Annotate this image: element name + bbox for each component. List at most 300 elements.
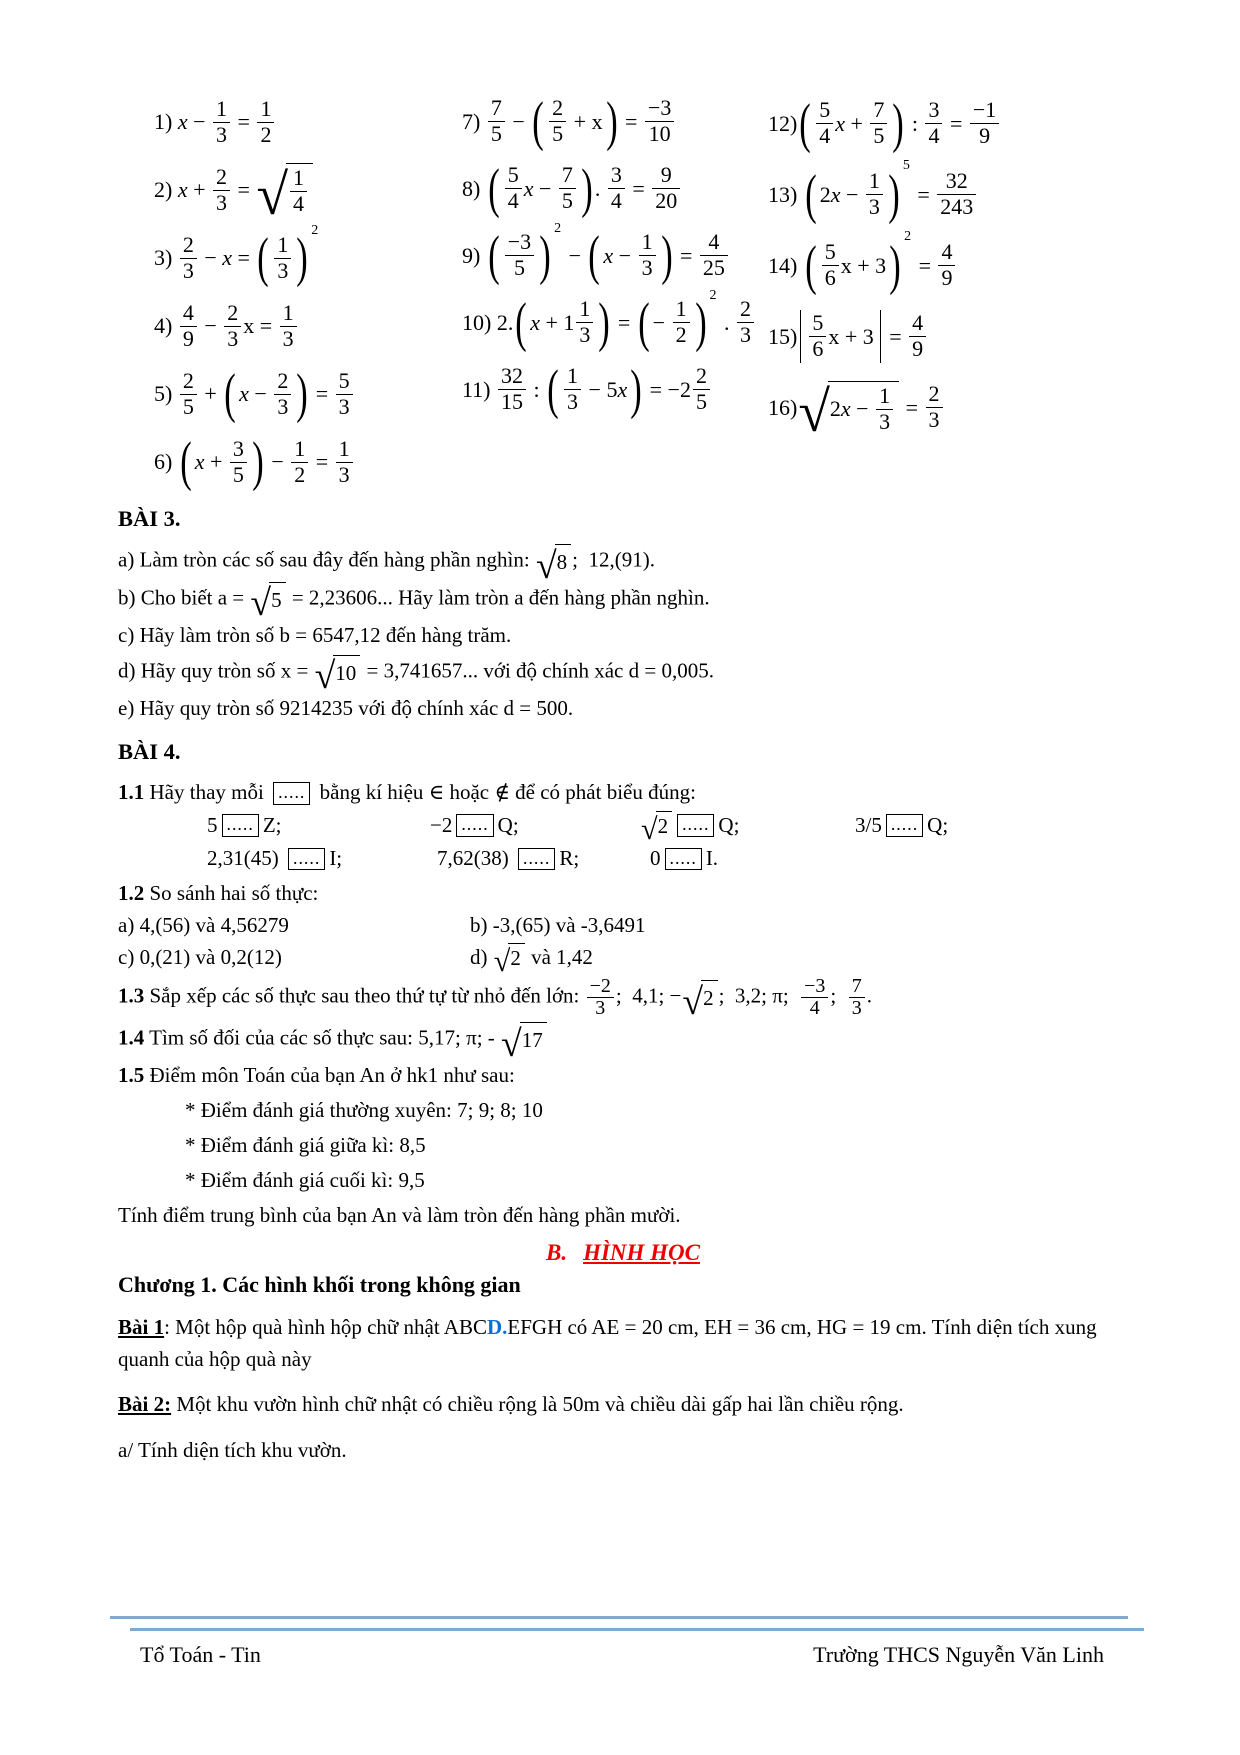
numerator: 3 <box>232 435 244 461</box>
text-run: 2 <box>829 396 841 421</box>
sqrt-content <box>828 381 899 434</box>
denominator: 9 <box>938 265 955 291</box>
score-list <box>118 1095 1128 1197</box>
denominator: 4 <box>290 191 307 217</box>
paren-group <box>797 92 906 154</box>
numerator: 5 <box>338 367 350 393</box>
close-paren: ) <box>892 92 905 154</box>
numerator: 1 <box>282 299 294 325</box>
exponent: 2 <box>554 221 562 236</box>
text-run: 14) <box>768 252 803 278</box>
variable: x <box>222 245 233 270</box>
text-run: : <box>906 110 924 136</box>
open-paren: ( <box>488 157 500 219</box>
fraction <box>274 369 291 419</box>
numerator: 1 <box>216 95 228 121</box>
text-run: − <box>840 181 864 207</box>
blue-letter: D. <box>486 1314 508 1339</box>
text-run: e) Hãy quy tròn số 9214235 với độ chính xác d = 500. <box>118 695 574 720</box>
equation <box>154 428 462 496</box>
denominator: 4 <box>801 997 828 1019</box>
open-paren: ( <box>805 234 817 296</box>
compare-cell <box>470 913 646 938</box>
text-run: 1) <box>154 109 178 134</box>
numerator: 2 <box>182 367 194 393</box>
equation <box>462 222 768 289</box>
text-run: − <box>198 313 223 338</box>
exercise-line <box>118 544 1128 587</box>
text-run: = <box>944 110 968 136</box>
close-paren: ) <box>630 358 642 420</box>
exercise-1-4 <box>118 1022 1128 1065</box>
radical-icon: √ <box>256 163 288 227</box>
exponent: 2 <box>311 223 319 238</box>
text-run: = <box>883 323 908 349</box>
text-run: 2 <box>510 946 521 971</box>
symbol-cell <box>207 811 430 839</box>
text-run: 15) <box>768 323 798 349</box>
dotted-box: ..... <box>518 848 555 871</box>
bai2-problem <box>118 1389 1128 1421</box>
bai3-heading: BÀI 3. <box>118 506 181 531</box>
denominator: 3 <box>639 255 656 281</box>
variable: x <box>840 396 851 421</box>
open-paren: ( <box>805 163 817 225</box>
footer-separator-bottom <box>130 1628 1144 1631</box>
text-run: − <box>563 242 587 268</box>
fraction <box>652 163 680 213</box>
text-run: + <box>187 177 212 202</box>
denominator: 5 <box>559 188 576 214</box>
numerator: 32 <box>501 363 524 389</box>
paren-group <box>803 234 903 296</box>
fraction <box>213 165 230 215</box>
fraction <box>336 369 353 419</box>
variable: x <box>523 175 534 201</box>
text-run: + <box>204 449 228 474</box>
compare-cell <box>470 943 593 978</box>
exponent: 5 <box>902 158 910 173</box>
symbol-row-2 <box>118 846 1128 871</box>
text-run: = <box>232 177 256 202</box>
paren-content <box>602 230 658 280</box>
fraction <box>937 169 976 219</box>
text-run: . <box>594 175 606 201</box>
denominator: 3 <box>587 997 614 1019</box>
sqrt-group <box>493 943 525 978</box>
text-run: = <box>674 242 698 268</box>
text-run: − <box>248 381 273 406</box>
text-run: 2 <box>703 986 714 1011</box>
text-run: So sánh hai số thực: <box>144 881 319 906</box>
text-run: − <box>506 108 531 134</box>
denominator: 3 <box>336 394 353 420</box>
open-paren: ( <box>257 227 270 289</box>
denominator: 3 <box>280 326 297 352</box>
sqrt-group <box>535 544 571 587</box>
denominator: 9 <box>970 123 999 149</box>
numerator: 7 <box>873 97 885 123</box>
sqrt-content <box>269 582 286 617</box>
score-item <box>118 1165 1128 1197</box>
bai4-heading: BÀI 4. <box>118 738 181 764</box>
variable: x <box>530 309 540 335</box>
exponent: 2 <box>904 229 912 244</box>
text-run: b) Cho biết a = <box>118 585 250 610</box>
bold-run: 1.5 <box>118 1063 145 1088</box>
text-run: − <box>198 245 223 270</box>
fraction <box>498 364 526 414</box>
exercise-line <box>118 655 1128 698</box>
denominator: 6 <box>809 336 826 362</box>
symbol-row-1 <box>118 811 1128 846</box>
text-run: 13) <box>768 181 803 207</box>
equation <box>462 155 768 222</box>
sqrt-content <box>508 943 525 971</box>
sqrt-group <box>256 163 313 227</box>
open-paren: ( <box>488 224 500 286</box>
fraction <box>505 163 522 213</box>
text-run: + 1 <box>540 309 575 335</box>
text-run: 2) <box>154 177 178 202</box>
text-run: + x <box>568 108 603 134</box>
text-run: 11) <box>462 376 497 402</box>
sqrt-content <box>333 655 360 690</box>
exercise-1-5 <box>118 1060 1128 1092</box>
exponent: 2 <box>709 288 717 303</box>
variable: x <box>194 449 205 474</box>
dotted-box: ..... <box>665 848 702 871</box>
paren-content <box>561 364 628 414</box>
text-run: − <box>265 449 290 474</box>
text-run: x + 3 <box>828 323 874 349</box>
paren-group <box>586 224 674 286</box>
symbol-cell <box>207 846 437 871</box>
text-run: 2,31(45) <box>207 846 284 871</box>
compare-row-2 <box>118 943 1128 978</box>
bai2-item-a <box>118 1435 1128 1467</box>
numerator: 4 <box>941 239 953 265</box>
text-run: . <box>866 983 872 1008</box>
section-b-title: HÌNH HỌC <box>583 1239 701 1265</box>
text-run: Q; <box>927 812 949 837</box>
footer-right: Trường THCS Nguyễn Văn Linh <box>813 1642 1104 1667</box>
equation <box>462 356 768 423</box>
numerator: −2 <box>589 975 611 998</box>
bold-run: 1.3 <box>118 983 145 1008</box>
text-run: 16) <box>768 394 798 420</box>
denominator: 3 <box>336 462 353 488</box>
numerator: 1 <box>338 435 350 461</box>
numerator: 1 <box>579 296 591 322</box>
radical-icon: √ <box>641 811 658 846</box>
text-run: : <box>528 376 546 402</box>
text-run: 3) <box>154 245 178 270</box>
open-paren: ( <box>588 224 601 286</box>
text-run: 6) <box>154 449 178 474</box>
paren-content <box>502 230 537 280</box>
denominator: 3 <box>737 322 754 348</box>
fraction <box>870 98 887 148</box>
fraction <box>213 97 230 147</box>
paren-content <box>546 96 603 146</box>
sqrt-group <box>682 980 717 1023</box>
symbol-cell <box>430 811 640 839</box>
equation <box>768 159 1118 230</box>
dotted-box: ..... <box>288 848 325 871</box>
text-run: b) -3,(65) và -3,6491 <box>470 913 646 938</box>
text-run: * Điểm đánh giá thường xuyên: 7; 9; 8; 10 <box>185 1098 543 1123</box>
fraction <box>970 98 999 148</box>
fraction <box>909 311 926 361</box>
numerator: 7 <box>561 162 573 188</box>
paren-group <box>530 90 619 152</box>
paren-content <box>819 240 887 290</box>
numerator: 2 <box>216 163 228 189</box>
text-run: 10) 2. <box>462 309 514 335</box>
fraction <box>230 437 247 487</box>
exercise-line <box>118 620 1128 652</box>
text-run: R; <box>559 846 580 871</box>
denominator: 3 <box>849 997 865 1019</box>
fraction <box>564 364 581 414</box>
text-run: 12) <box>768 110 798 136</box>
numerator: 9 <box>660 162 672 188</box>
fraction <box>180 369 197 419</box>
fraction <box>280 301 297 351</box>
fraction <box>180 233 197 283</box>
fraction <box>587 976 614 1019</box>
text-run: 5 <box>271 587 282 612</box>
fraction <box>608 163 625 213</box>
sqrt-content <box>656 811 673 839</box>
denominator: 243 <box>937 194 976 220</box>
text-run: = −2 <box>644 376 691 402</box>
variable: x <box>835 110 845 136</box>
bold-run: 1.1 <box>118 779 145 804</box>
denominator: 4 <box>608 188 625 214</box>
numerator: 1 <box>567 363 579 389</box>
paren-content <box>652 297 693 347</box>
numerator: 7 <box>490 95 502 121</box>
close-paren: ) <box>598 291 611 353</box>
radical-icon: √ <box>535 544 557 587</box>
text-run: 3/5 <box>855 812 882 837</box>
text-run: và 1,42 <box>525 944 593 969</box>
equation-column-3 <box>768 88 1118 496</box>
sqrt-group <box>314 655 361 698</box>
fraction <box>693 364 710 414</box>
equation-column-1 <box>154 88 462 496</box>
bold-run: 1.2 <box>118 881 145 906</box>
abs-group <box>800 310 880 362</box>
fraction <box>809 311 826 361</box>
equation <box>768 372 1118 443</box>
fraction <box>505 230 534 280</box>
denominator: 4 <box>925 123 942 149</box>
paren-group <box>178 431 266 493</box>
radical-icon: √ <box>798 381 830 445</box>
variable: x <box>603 242 614 268</box>
open-paren: ( <box>637 291 650 353</box>
symbol-cell <box>855 811 948 839</box>
close-paren: ) <box>605 90 618 152</box>
numerator: −3 <box>647 95 672 121</box>
denominator: 5 <box>549 121 566 147</box>
numerator: −1 <box>972 97 997 123</box>
paren-group <box>636 291 709 353</box>
denominator: 3 <box>213 122 230 148</box>
average-line <box>118 1200 1128 1232</box>
paren-group <box>486 157 595 219</box>
text-run: Hãy thay mỗi <box>144 779 270 804</box>
fraction <box>576 297 593 347</box>
section-b-label: B. <box>545 1239 568 1265</box>
fraction <box>291 437 308 487</box>
close-paren: ) <box>296 227 309 289</box>
fraction <box>559 163 576 213</box>
paren-content <box>529 297 596 347</box>
paren-group <box>222 363 310 425</box>
numerator: 2 <box>182 231 194 257</box>
numerator: 4 <box>708 229 720 255</box>
fraction <box>336 437 353 487</box>
text-run: I; <box>329 846 343 871</box>
numerator: 5 <box>507 162 519 188</box>
text-run: Tính điểm trung bình của bạn An và làm tròn đến hàng phần mười. <box>118 1202 681 1227</box>
equation <box>154 292 462 360</box>
numerator: 1 <box>868 168 880 194</box>
text-run: Q; <box>718 812 740 837</box>
text-run: c) 0,(21) và 0,2(12) <box>118 944 282 969</box>
paren-content <box>194 437 250 487</box>
close-paren: ) <box>252 431 264 493</box>
denominator: 2 <box>257 122 274 148</box>
exercise-line <box>118 693 1128 725</box>
open-paren: ( <box>799 92 812 154</box>
text-run: ; 3,2; π; <box>718 983 800 1008</box>
denominator: 3 <box>866 194 883 220</box>
equation <box>462 88 768 155</box>
variable: x <box>177 177 188 202</box>
text-run: 8 <box>556 550 568 574</box>
dotted-box: ..... <box>222 814 259 837</box>
numerator: 2 <box>928 381 940 407</box>
text-run: − <box>187 109 212 134</box>
fraction <box>488 96 505 146</box>
text-run: ; 4,1; − <box>615 983 682 1008</box>
text-run: Q; <box>497 812 519 837</box>
fraction <box>876 384 893 434</box>
text-run: − <box>613 242 637 268</box>
text-run: = 3,741657... với độ chính xác d = 0,005. <box>361 657 714 682</box>
close-paren: ) <box>888 163 900 225</box>
paren-group <box>255 227 310 289</box>
paren-content <box>813 98 890 148</box>
numerator: 1 <box>260 95 272 121</box>
dotted-box: ..... <box>456 814 493 837</box>
paren-content <box>502 163 579 213</box>
text-run: = <box>612 309 636 335</box>
text-run: 17 <box>521 1028 543 1053</box>
fraction <box>926 382 943 432</box>
numerator: 4 <box>912 310 924 336</box>
text-run: + <box>198 381 223 406</box>
denominator: 5 <box>180 394 197 420</box>
score-item <box>118 1130 1128 1162</box>
variable: x <box>830 181 841 207</box>
denominator: 10 <box>645 121 674 147</box>
text-run: 0 <box>650 846 661 871</box>
denominator: 2 <box>291 462 308 488</box>
numerator: 1 <box>294 435 306 461</box>
denominator: 5 <box>505 255 534 281</box>
close-paren: ) <box>660 224 673 286</box>
variable: x <box>177 109 188 134</box>
fraction <box>224 301 241 351</box>
text-run: 2 <box>819 181 831 207</box>
fraction <box>822 240 839 290</box>
open-paren: ( <box>224 363 236 425</box>
denominator: 4 <box>505 188 522 214</box>
denominator: 3 <box>213 190 230 216</box>
paren-content <box>271 233 294 283</box>
text-run: 4) <box>154 313 178 338</box>
fraction <box>938 240 955 290</box>
text-run: 2 <box>657 814 669 839</box>
equation <box>154 88 462 156</box>
numerator: 1 <box>641 229 653 255</box>
dotted-box: ..... <box>677 814 714 837</box>
paren-content <box>819 169 886 219</box>
sqrt-content <box>286 163 313 216</box>
equation <box>768 230 1118 301</box>
denominator: 3 <box>576 322 593 348</box>
text-run: Điểm môn Toán của bạn An ở hk1 như sau: <box>144 1063 515 1088</box>
text-run: = <box>626 175 651 201</box>
denominator: 2 <box>673 322 690 348</box>
text-run: d) Hãy quy tròn số x = <box>118 657 314 682</box>
paren-group <box>803 163 902 225</box>
fraction <box>849 976 865 1019</box>
chapter-heading: Chương 1. Các hình khối trong không gian <box>118 1271 521 1297</box>
numerator: 4 <box>182 299 194 325</box>
dotted-box: ..... <box>886 814 923 837</box>
footer-left: Tổ Toán - Tin <box>140 1642 261 1667</box>
text-run: 8) <box>462 175 486 201</box>
fraction <box>925 98 942 148</box>
numerator: 1 <box>879 382 891 408</box>
numerator: 2 <box>552 95 564 121</box>
symbol-cell <box>640 811 855 846</box>
text-run: − 5 <box>583 376 618 402</box>
denominator: 25 <box>700 255 728 281</box>
text-run: = <box>310 381 334 406</box>
denominator: 3 <box>224 326 241 352</box>
denominator: 9 <box>180 326 197 352</box>
text-run: a) Làm tròn các số sau đây đến hàng phần nghìn: <box>118 547 535 572</box>
section-b-heading <box>118 1240 1128 1266</box>
text-run: ; <box>830 983 847 1008</box>
text-run: I. <box>705 846 719 871</box>
text-run: * Điểm đánh giá giữa kì: 8,5 <box>185 1132 426 1157</box>
fraction <box>180 301 197 351</box>
text-run: bằng kí hiệu ∈ hoặc ∉ để có phát biểu đúng: <box>314 779 696 804</box>
text-run: = <box>911 181 936 207</box>
text-run: a/ Tính diện tích khu vườn. <box>118 1438 347 1463</box>
denominator: 6 <box>822 265 839 291</box>
text-run: + <box>845 110 869 136</box>
